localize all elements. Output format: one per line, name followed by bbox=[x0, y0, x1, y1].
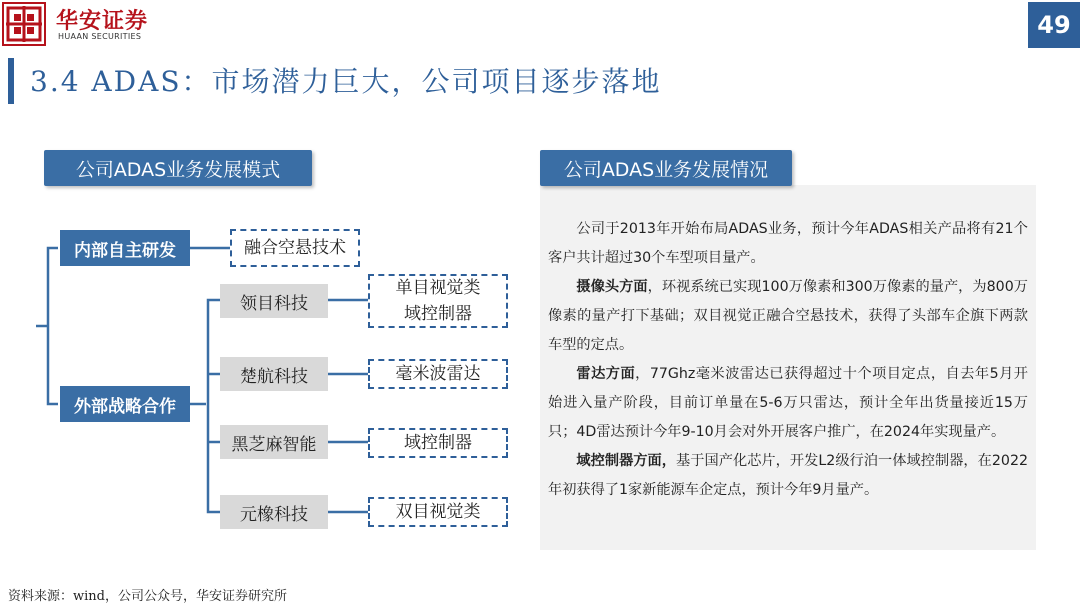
partner-box: 楚航科技 bbox=[220, 357, 328, 391]
product-label: 单目视觉类 bbox=[395, 278, 481, 298]
left-section-heading: 公司ADAS业务发展模式 bbox=[44, 150, 312, 186]
source-note: 资料来源：wind，公司公众号，华安证券研究所 bbox=[8, 589, 287, 604]
page-number: 49 bbox=[1028, 2, 1080, 48]
external-cooperation-box: 外部战略合作 bbox=[60, 386, 190, 422]
status-paragraph: 公司于2013年开始布局ADAS业务，预计今年ADAS相关产品将有21个客户共计超过30个车型项目量产。 bbox=[548, 221, 1028, 266]
logo-text-en: HUAAN SECURITIES bbox=[58, 32, 142, 41]
partner-products-box bbox=[368, 274, 508, 328]
status-paragraph: 雷达方面，77Ghz毫米波雷达已获得超过十个项目定点，自去年5月开始进入量产阶段，目前订单量在5-6万只雷达，预计全年出货量接近15万只；4D雷达预计今年9-10月会对外开展客户推广，在2024年实现量产。 bbox=[548, 366, 1028, 440]
internal-rd-box: 内部自主研发 bbox=[60, 230, 190, 266]
partner-products-box bbox=[368, 428, 508, 458]
page-title: 3.4 ADAS：市场潜力巨大，公司项目逐步落地 bbox=[30, 65, 662, 98]
product-label: 域控制器 bbox=[404, 433, 472, 453]
business-status-panel bbox=[540, 185, 1036, 550]
partner-box: 领目科技 bbox=[220, 284, 328, 318]
product-label: 双目视觉类 bbox=[395, 502, 481, 522]
status-paragraph: 域控制器方面，基于国产化芯片，开发L2级行泊一体域控制器，在2022年初获得了1家新能源车企定点，预计今年9月量产。 bbox=[548, 453, 1028, 498]
partner-products-box bbox=[368, 497, 508, 527]
partner-box: 元橡科技 bbox=[220, 495, 328, 529]
status-paragraph: 摄像头方面，环视系统已实现100万像素和300万像素的量产，为800万像素的量产打下基础；双目视觉正融合空悬技术，获得了头部车企旗下两款车型的定点。 bbox=[548, 279, 1028, 353]
product-label: 域控制器 bbox=[404, 304, 472, 324]
internal-tech-box: 融合空悬技术 bbox=[230, 229, 360, 267]
partner-products-box bbox=[368, 359, 508, 389]
product-label: 毫米波雷达 bbox=[395, 364, 481, 384]
right-section-heading: 公司ADAS业务发展情况 bbox=[540, 150, 792, 186]
logo-text-cn: 华安证券 bbox=[56, 8, 149, 34]
partner-box: 黑芝麻智能 bbox=[220, 425, 328, 459]
